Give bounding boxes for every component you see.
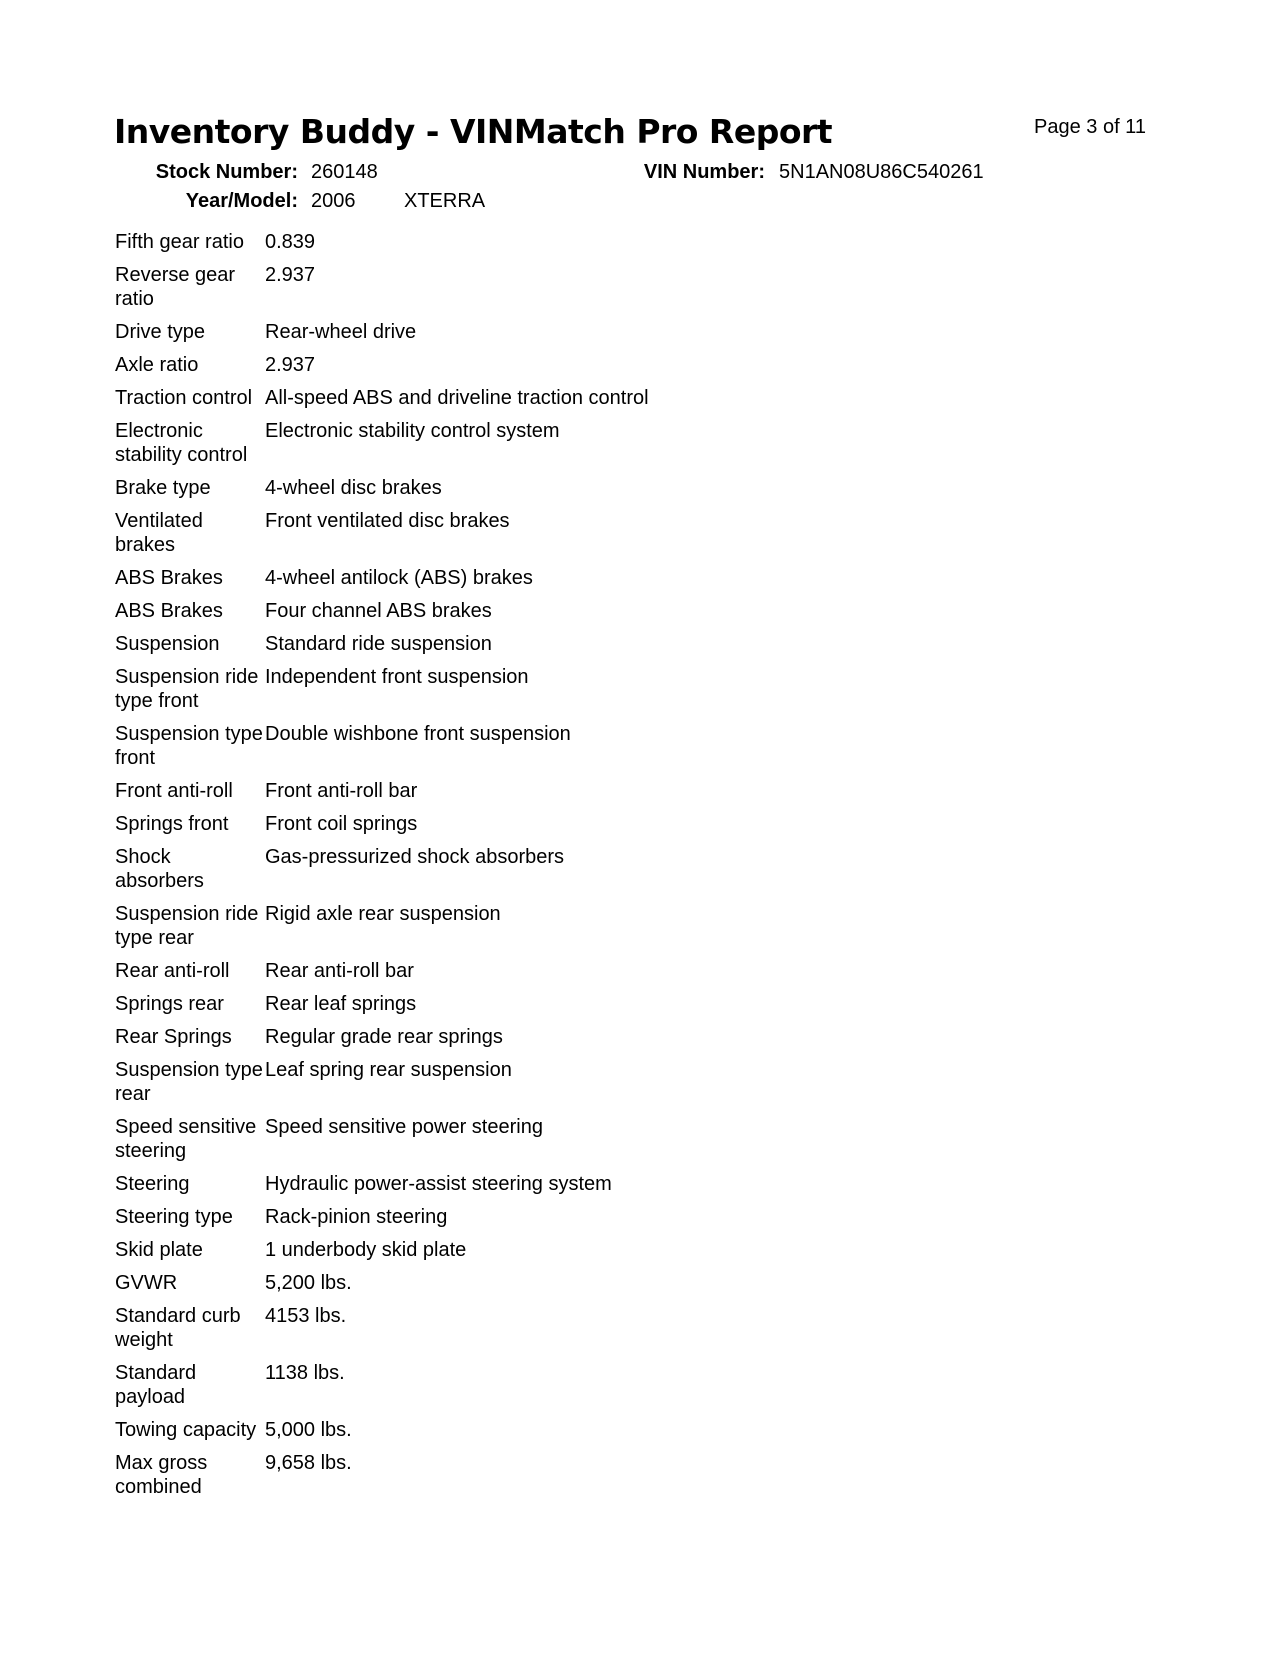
spec-label: Ventilated brakes — [115, 510, 203, 556]
spec-value: Leaf spring rear suspension — [265, 1059, 512, 1081]
spec-row — [115, 509, 1015, 566]
spec-row — [115, 566, 1015, 599]
spec-value: 1 underbody skid plate — [265, 1239, 467, 1261]
spec-row — [115, 1172, 1015, 1205]
spec-label: Electronic stability control — [115, 420, 248, 466]
spec-value: Rear-wheel drive — [265, 321, 417, 343]
spec-row — [115, 599, 1015, 632]
spec-value: Four channel ABS brakes — [265, 600, 492, 622]
model-value: XTERRA — [404, 190, 486, 212]
spec-row — [115, 1205, 1015, 1238]
spec-value: Front ventilated disc brakes — [265, 510, 510, 532]
spec-row — [115, 632, 1015, 665]
spec-row — [115, 779, 1015, 812]
spec-value: Double wishbone front suspension — [265, 723, 571, 745]
spec-row — [115, 263, 1015, 320]
spec-label: Standard curb weight — [115, 1305, 241, 1351]
year-model-label: Year/Model: — [185, 190, 298, 212]
spec-value: Front anti-roll bar — [265, 780, 418, 802]
spec-label: Suspension type rear — [115, 1059, 263, 1105]
spec-value: Standard ride suspension — [265, 633, 492, 655]
spec-value: Front coil springs — [265, 813, 418, 835]
stock-number-value: 260148 — [311, 161, 378, 183]
spec-row — [115, 992, 1015, 1025]
stock-number-label: Stock Number: — [155, 161, 298, 183]
spec-label: Springs front — [115, 813, 229, 835]
spec-row — [115, 1271, 1015, 1304]
spec-row — [115, 722, 1015, 779]
spec-row — [115, 1025, 1015, 1058]
spec-value: 4-wheel disc brakes — [265, 477, 442, 499]
spec-label: Max gross combined — [115, 1452, 208, 1498]
spec-value: 5,200 lbs. — [265, 1272, 352, 1294]
vin-number-label: VIN Number: — [643, 161, 765, 183]
spec-row — [115, 665, 1015, 722]
spec-label: Steering — [115, 1173, 190, 1195]
spec-row — [115, 1418, 1015, 1451]
spec-label: Fifth gear ratio — [115, 231, 244, 253]
spec-label: Drive type — [115, 321, 206, 343]
spec-value: 4153 lbs. — [265, 1305, 347, 1327]
spec-value: Speed sensitive power steering — [265, 1116, 543, 1138]
page-number: Page 3 of 11 — [1034, 116, 1146, 138]
spec-row — [115, 812, 1015, 845]
spec-label: ABS Brakes — [115, 567, 223, 589]
spec-label: Traction control — [115, 387, 253, 409]
vin-number-value: 5N1AN08U86C540261 — [779, 161, 984, 183]
spec-label: Suspension ride type rear — [115, 903, 259, 949]
spec-value: Rear anti-roll bar — [265, 960, 414, 982]
spec-row — [115, 419, 1015, 476]
spec-label: Suspension ride type front — [115, 666, 259, 712]
spec-value: 1138 lbs. — [265, 1362, 345, 1384]
spec-value: Independent front suspension — [265, 666, 529, 688]
report-title: Inventory Buddy - VINMatch Pro Report — [114, 112, 833, 151]
spec-label: GVWR — [115, 1272, 178, 1294]
spec-label: Rear Springs — [115, 1026, 232, 1048]
spec-label: Front anti-roll — [115, 780, 233, 802]
spec-value: 2.937 — [265, 264, 316, 286]
spec-row — [115, 845, 1015, 902]
spec-label: Springs rear — [115, 993, 224, 1015]
spec-label: Brake type — [115, 477, 211, 499]
spec-value: Regular grade rear springs — [265, 1026, 503, 1048]
spec-row — [115, 959, 1015, 992]
spec-row — [115, 320, 1015, 353]
spec-row — [115, 1115, 1015, 1172]
spec-label: Axle ratio — [115, 354, 199, 376]
spec-row — [115, 353, 1015, 386]
spec-value: 4-wheel antilock (ABS) brakes — [265, 567, 533, 589]
spec-value: All-speed ABS and driveline traction control — [265, 387, 649, 409]
spec-row — [115, 1361, 1015, 1418]
spec-value: Rear leaf springs — [265, 993, 417, 1015]
spec-label: Standard payload — [115, 1362, 197, 1408]
spec-value: Rigid axle rear suspension — [265, 903, 501, 925]
spec-value: 5,000 lbs. — [265, 1419, 352, 1441]
spec-row — [115, 1304, 1015, 1361]
spec-label: Rear anti-roll — [115, 960, 230, 982]
spec-label: Suspension type front — [115, 723, 263, 769]
spec-row — [115, 476, 1015, 509]
spec-label: Suspension — [115, 633, 220, 655]
spec-row — [115, 386, 1015, 419]
spec-label: Steering type — [115, 1206, 233, 1228]
spec-value: Hydraulic power-assist steering system — [265, 1173, 612, 1195]
spec-row — [115, 902, 1015, 959]
spec-value: Electronic stability control system — [265, 420, 560, 442]
year-value: 2006 — [311, 190, 356, 212]
spec-value: Rack-pinion steering — [265, 1206, 448, 1228]
spec-value: 2.937 — [265, 354, 316, 376]
spec-label: Skid plate — [115, 1239, 203, 1261]
spec-table — [115, 230, 1015, 1508]
spec-label: Reverse gear ratio — [115, 264, 236, 310]
spec-row — [115, 1238, 1015, 1271]
spec-row — [115, 230, 1015, 263]
spec-label: Speed sensitive steering — [115, 1116, 257, 1162]
spec-value: 9,658 lbs. — [265, 1452, 352, 1474]
spec-label: Shock absorbers — [115, 846, 204, 892]
spec-row — [115, 1058, 1015, 1115]
spec-value: 0.839 — [265, 231, 316, 253]
spec-label: ABS Brakes — [115, 600, 223, 622]
spec-value: Gas-pressurized shock absorbers — [265, 846, 565, 868]
spec-row — [115, 1451, 1015, 1508]
spec-label: Towing capacity — [115, 1419, 257, 1441]
